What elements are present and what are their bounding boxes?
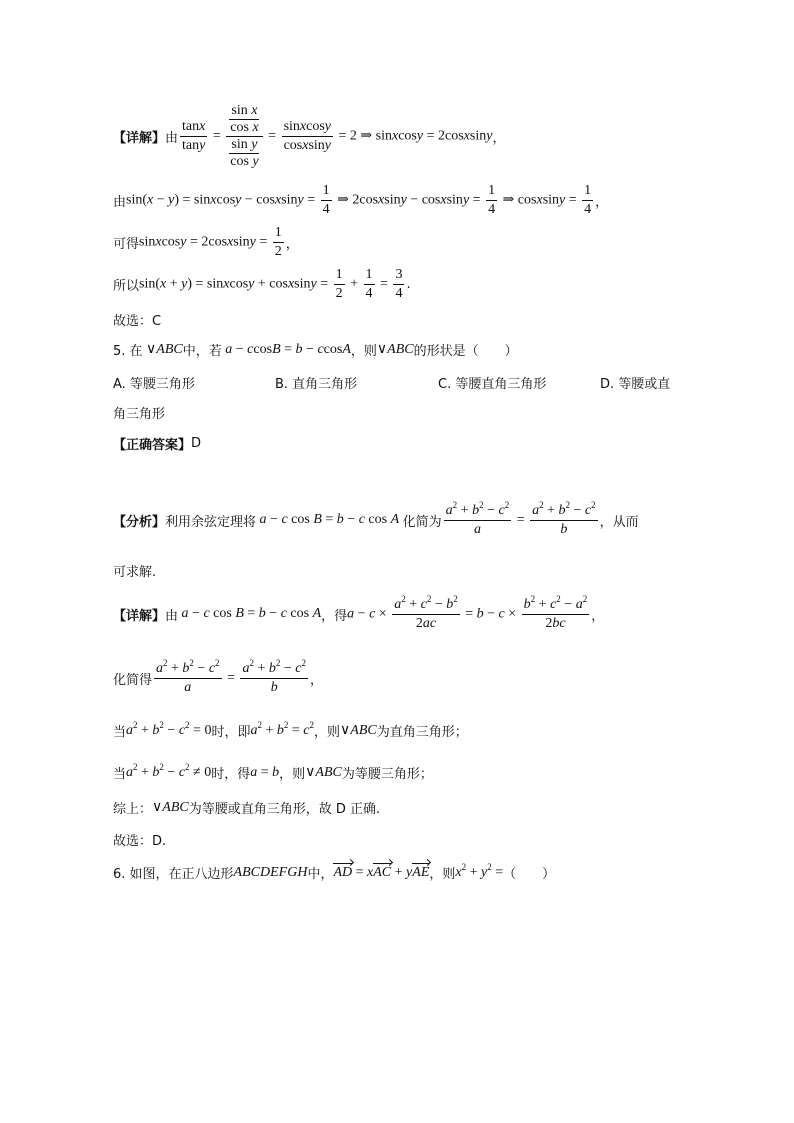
text: 为直角三角形； bbox=[376, 725, 468, 740]
octagon-name: ABCDEFGH bbox=[233, 864, 308, 880]
formula: $a^2 + b^2 = c^2$ bbox=[250, 719, 314, 738]
choice-d-continuation: 角三角形 bbox=[113, 407, 166, 422]
triangle-abc: ∨ABC bbox=[152, 800, 189, 815]
choice-a[interactable]: A. 等腰三角形 bbox=[113, 377, 195, 392]
text: ，则 bbox=[429, 867, 456, 882]
text: ， bbox=[285, 236, 299, 252]
formula: $a^2 + b^2 - c^2 = 0$ bbox=[126, 719, 212, 738]
formula-condition: a − ccosB = b − ccosA bbox=[225, 341, 351, 357]
summary bbox=[113, 798, 380, 817]
triangle-abc: ∨ABC bbox=[376, 342, 414, 357]
detail-line-2 bbox=[113, 180, 608, 220]
choice-d[interactable]: D. 等腰或直 bbox=[600, 377, 671, 392]
detail2-line bbox=[113, 592, 604, 636]
text: ，得 bbox=[321, 608, 348, 624]
text: . bbox=[406, 276, 411, 292]
answer-value: D bbox=[191, 436, 202, 451]
formula-vector: AD = xAC + yAE bbox=[333, 864, 430, 880]
text: 化简得 bbox=[113, 672, 153, 688]
triangle-abc: ∨ABC bbox=[142, 342, 183, 357]
text: 为等腰三角形； bbox=[341, 767, 433, 782]
case-1 bbox=[113, 721, 468, 740]
text: 化简为 bbox=[402, 514, 442, 530]
simplify-line bbox=[113, 656, 323, 700]
formula-tan-ratio: $\frac{\tan x}{\tan y}$ = $\frac{\frac{\text{sin x}}{\text{cos x}}}{\frac{\text{sin y}}{\text{cos y}}}$ = $\frac{\text{sinxcosy}}{\text{cosxsiny}}$ = 2 ⇒ sinxcosy = 2cosxsiny bbox=[182, 102, 493, 169]
detail-line-1 bbox=[113, 96, 505, 176]
text: 中，若 bbox=[182, 344, 222, 359]
text: ，则 bbox=[279, 767, 306, 782]
text: 综上： bbox=[113, 802, 153, 817]
text: 所以 bbox=[113, 278, 140, 294]
choose-d: 故选：D. bbox=[113, 834, 167, 849]
text: 中， bbox=[307, 867, 334, 882]
text: ， bbox=[595, 194, 609, 210]
formula-cosine-law: a − c cos B = b − c cos A bbox=[181, 606, 322, 621]
detail-line-3 bbox=[113, 222, 299, 262]
text: 当 bbox=[113, 725, 127, 740]
formula-simplified: $\frac{a^2 + b^2 - c^2}{a}$ = $\frac{a^2 + b^2 - c^2}{b}$ bbox=[156, 657, 306, 695]
text: 由 bbox=[165, 130, 179, 146]
detail-label: 【详解】 bbox=[113, 608, 166, 624]
text: 6. 如图，在正八边形 bbox=[113, 867, 234, 882]
formula: a = b bbox=[250, 764, 280, 780]
text: ，则 bbox=[314, 725, 341, 740]
text: （ ） bbox=[503, 867, 556, 882]
text: 为等腰或直角三角形，故 D 正确. bbox=[188, 802, 381, 817]
question-5 bbox=[113, 340, 518, 359]
formula-condition: a − c cos B = b − c cos A bbox=[259, 512, 400, 527]
choose-c: 故选：C bbox=[113, 314, 162, 329]
answer-line bbox=[113, 434, 201, 453]
formula: $a^2 + b^2 - c^2 \ne 0$ bbox=[126, 761, 212, 780]
formula-substituted: a − c × $\frac{a^2 + c^2 - b^2}{2ac}$ = b − c × $\frac{b^2 + c^2 - a^2}{2bc}$ bbox=[347, 593, 588, 631]
case-2 bbox=[113, 763, 433, 782]
text: 当 bbox=[113, 767, 127, 782]
question-6 bbox=[113, 863, 555, 882]
text: ， bbox=[492, 130, 506, 146]
text: ， bbox=[309, 672, 323, 688]
text: 时，得 bbox=[211, 767, 251, 782]
text: 由 bbox=[113, 194, 127, 210]
text: ， bbox=[591, 608, 605, 624]
text: ，则 bbox=[350, 344, 377, 359]
text: 5. 在 bbox=[113, 344, 143, 359]
formula-target: $x^2 + y^2$ = bbox=[455, 861, 504, 880]
detail-line-4 bbox=[113, 264, 411, 304]
detail-label: 【详解】 bbox=[113, 130, 166, 146]
text: ，从而 bbox=[599, 514, 639, 530]
triangle-abc: ∨ABC bbox=[305, 765, 342, 780]
triangle-abc: ∨ABC bbox=[340, 723, 377, 738]
choice-b[interactable]: B. 直角三角形 bbox=[275, 377, 358, 392]
choice-c[interactable]: C. 等腰直角三角形 bbox=[438, 377, 547, 392]
text: 的形状是（ ） bbox=[413, 344, 518, 359]
text: 由 bbox=[165, 608, 179, 624]
text: 可得 bbox=[113, 236, 140, 252]
analysis-line bbox=[113, 498, 639, 542]
answer-label: 【正确答案】 bbox=[113, 438, 192, 453]
text: 时，即 bbox=[211, 725, 251, 740]
analysis-label: 【分析】 bbox=[113, 514, 166, 530]
formula-product: sinxcosy = 2cosxsiny = $\frac{1}{2}$ bbox=[139, 224, 282, 259]
formula-simplified: $\frac{a^2 + b^2 - c^2}{a}$ = $\frac{a^2 + b^2 - c^2}{b}$ bbox=[445, 499, 596, 537]
text: 利用余弦定理将 bbox=[165, 514, 257, 530]
formula-sin-diff: sin(x − y) = sinxcosy − cosxsiny = $\frac{1}{4}$ ⇒ 2cosxsiny − cosxsiny = $\frac{1}{4}$ ⇒ cosxsiny = $\frac{1}{4}$ bbox=[126, 182, 592, 217]
analysis-continuation: 可求解. bbox=[113, 565, 157, 580]
formula-sin-sum: sin(x + y) = sinxcosy + cosxsiny = $\frac{1}{2}$ + $\frac{1}{4}$ = $\frac{3}{4}$ bbox=[139, 266, 403, 301]
